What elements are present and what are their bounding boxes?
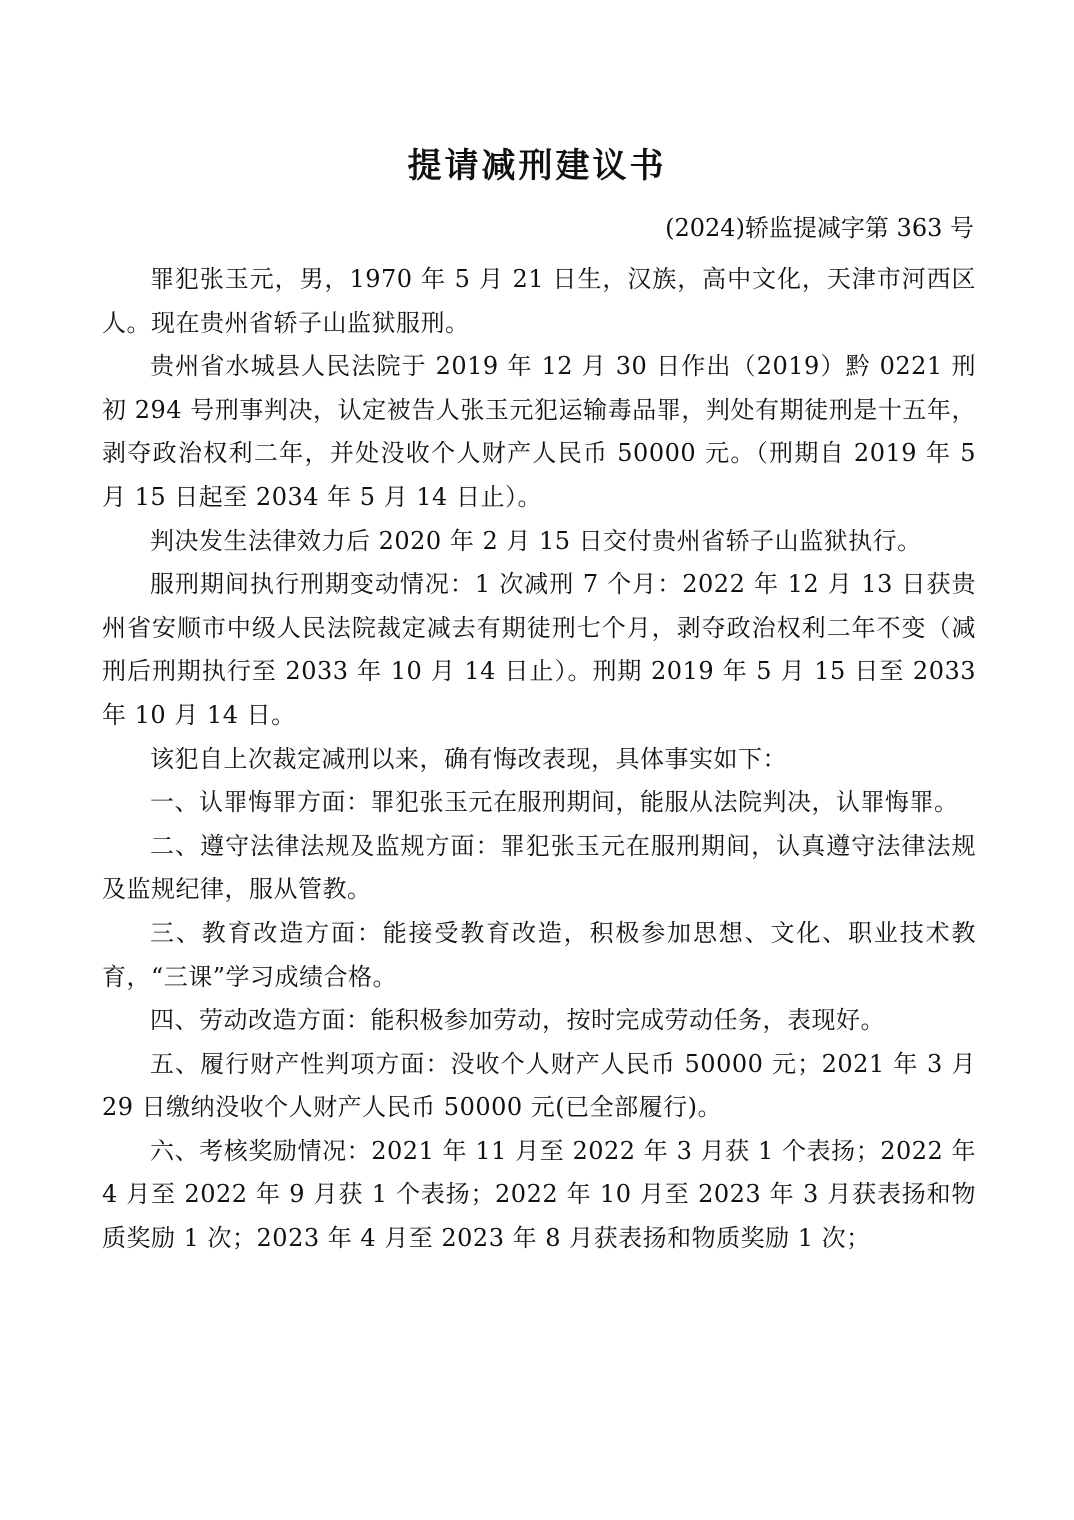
document-number: (2024)轿监提减字第 363 号 — [665, 214, 974, 242]
paragraph-repentance-intro: 该犯自上次裁定减刑以来，确有悔改表现，具体事实如下： — [150, 744, 787, 773]
paragraph-item-4: 四、劳动改造方面：能积极参加劳动，按时完成劳动任务，表现好。 — [150, 1006, 885, 1035]
paragraph-item-3: 三、教育改造方面：能接受教育改造，积极参加思想、文化、职业技术教育，“三课”学习成绩合格。 — [102, 918, 976, 991]
paragraph-item-1: 一、认罪悔罪方面：罪犯张玉元在服刑期间，能服从法院判决，认罪悔罪。 — [150, 788, 959, 817]
paragraph-delivery: 判决发生法律效力后 2020 年 2 月 15 日交付贵州省轿子山监狱执行。 — [150, 526, 922, 555]
paragraph-offender-info: 罪犯张玉元，男，1970 年 5 月 21 日生，汉族，高中文化，天津市河西区人。现在贵州省轿子山监狱服刑。 — [102, 265, 976, 337]
paragraph-item-5: 五、履行财产性判项方面：没收个人财产人民币 50000 元；2021 年 3 月 29 日缴纳没收个人财产人民币 50000 元(已全部履行)。 — [102, 1049, 976, 1122]
paragraph-item-6: 六、考核奖励情况：2021 年 11 月至 2022 年 3 月获 1 个表扬；2022 年 4 月至 2022 年 9 月获 1 个表扬；2022 年 10 月至 2023 年 3 月获表扬和物质奖励 1 次；2023 年 4 月至 2023 年 8 月获表扬和物质奖励 1 次； — [102, 1136, 976, 1253]
paragraph-item-2: 二、遵守法律法规及监规方面：罪犯张玉元在服刑期间，认真遵守法律法规及监规纪律，服从管教。 — [102, 831, 976, 904]
paragraph-original-judgment: 贵州省水城县人民法院于 2019 年 12 月 30 日作出（2019）黔 0221 刑初 294 号刑事判决，认定被告人张玉元犯运输毒品罪，判处有期徒刑是十五年，剥夺政治权利二年，并处没收个人财产人民币 50000 元。（刑期自 2019 年 5 月 15 日起至 2034 年 5 月 14 日止）。 — [102, 352, 976, 511]
paragraph-sentence-changes: 服刑期间执行刑期变动情况：1 次减刑 7 个月：2022 年 12 月 13 日获贵州省安顺市中级人民法院裁定减去有期徒刑七个月，剥夺政治权利二年不变（减刑后刑期执行至 2033 年 10 月 14 日止）。刑期 2019 年 5 月 15 日至 2033 年 10 月 14 日。 — [102, 570, 976, 729]
document-body — [102, 258, 976, 1261]
document-title: 提请减刑建议书 — [407, 146, 667, 186]
